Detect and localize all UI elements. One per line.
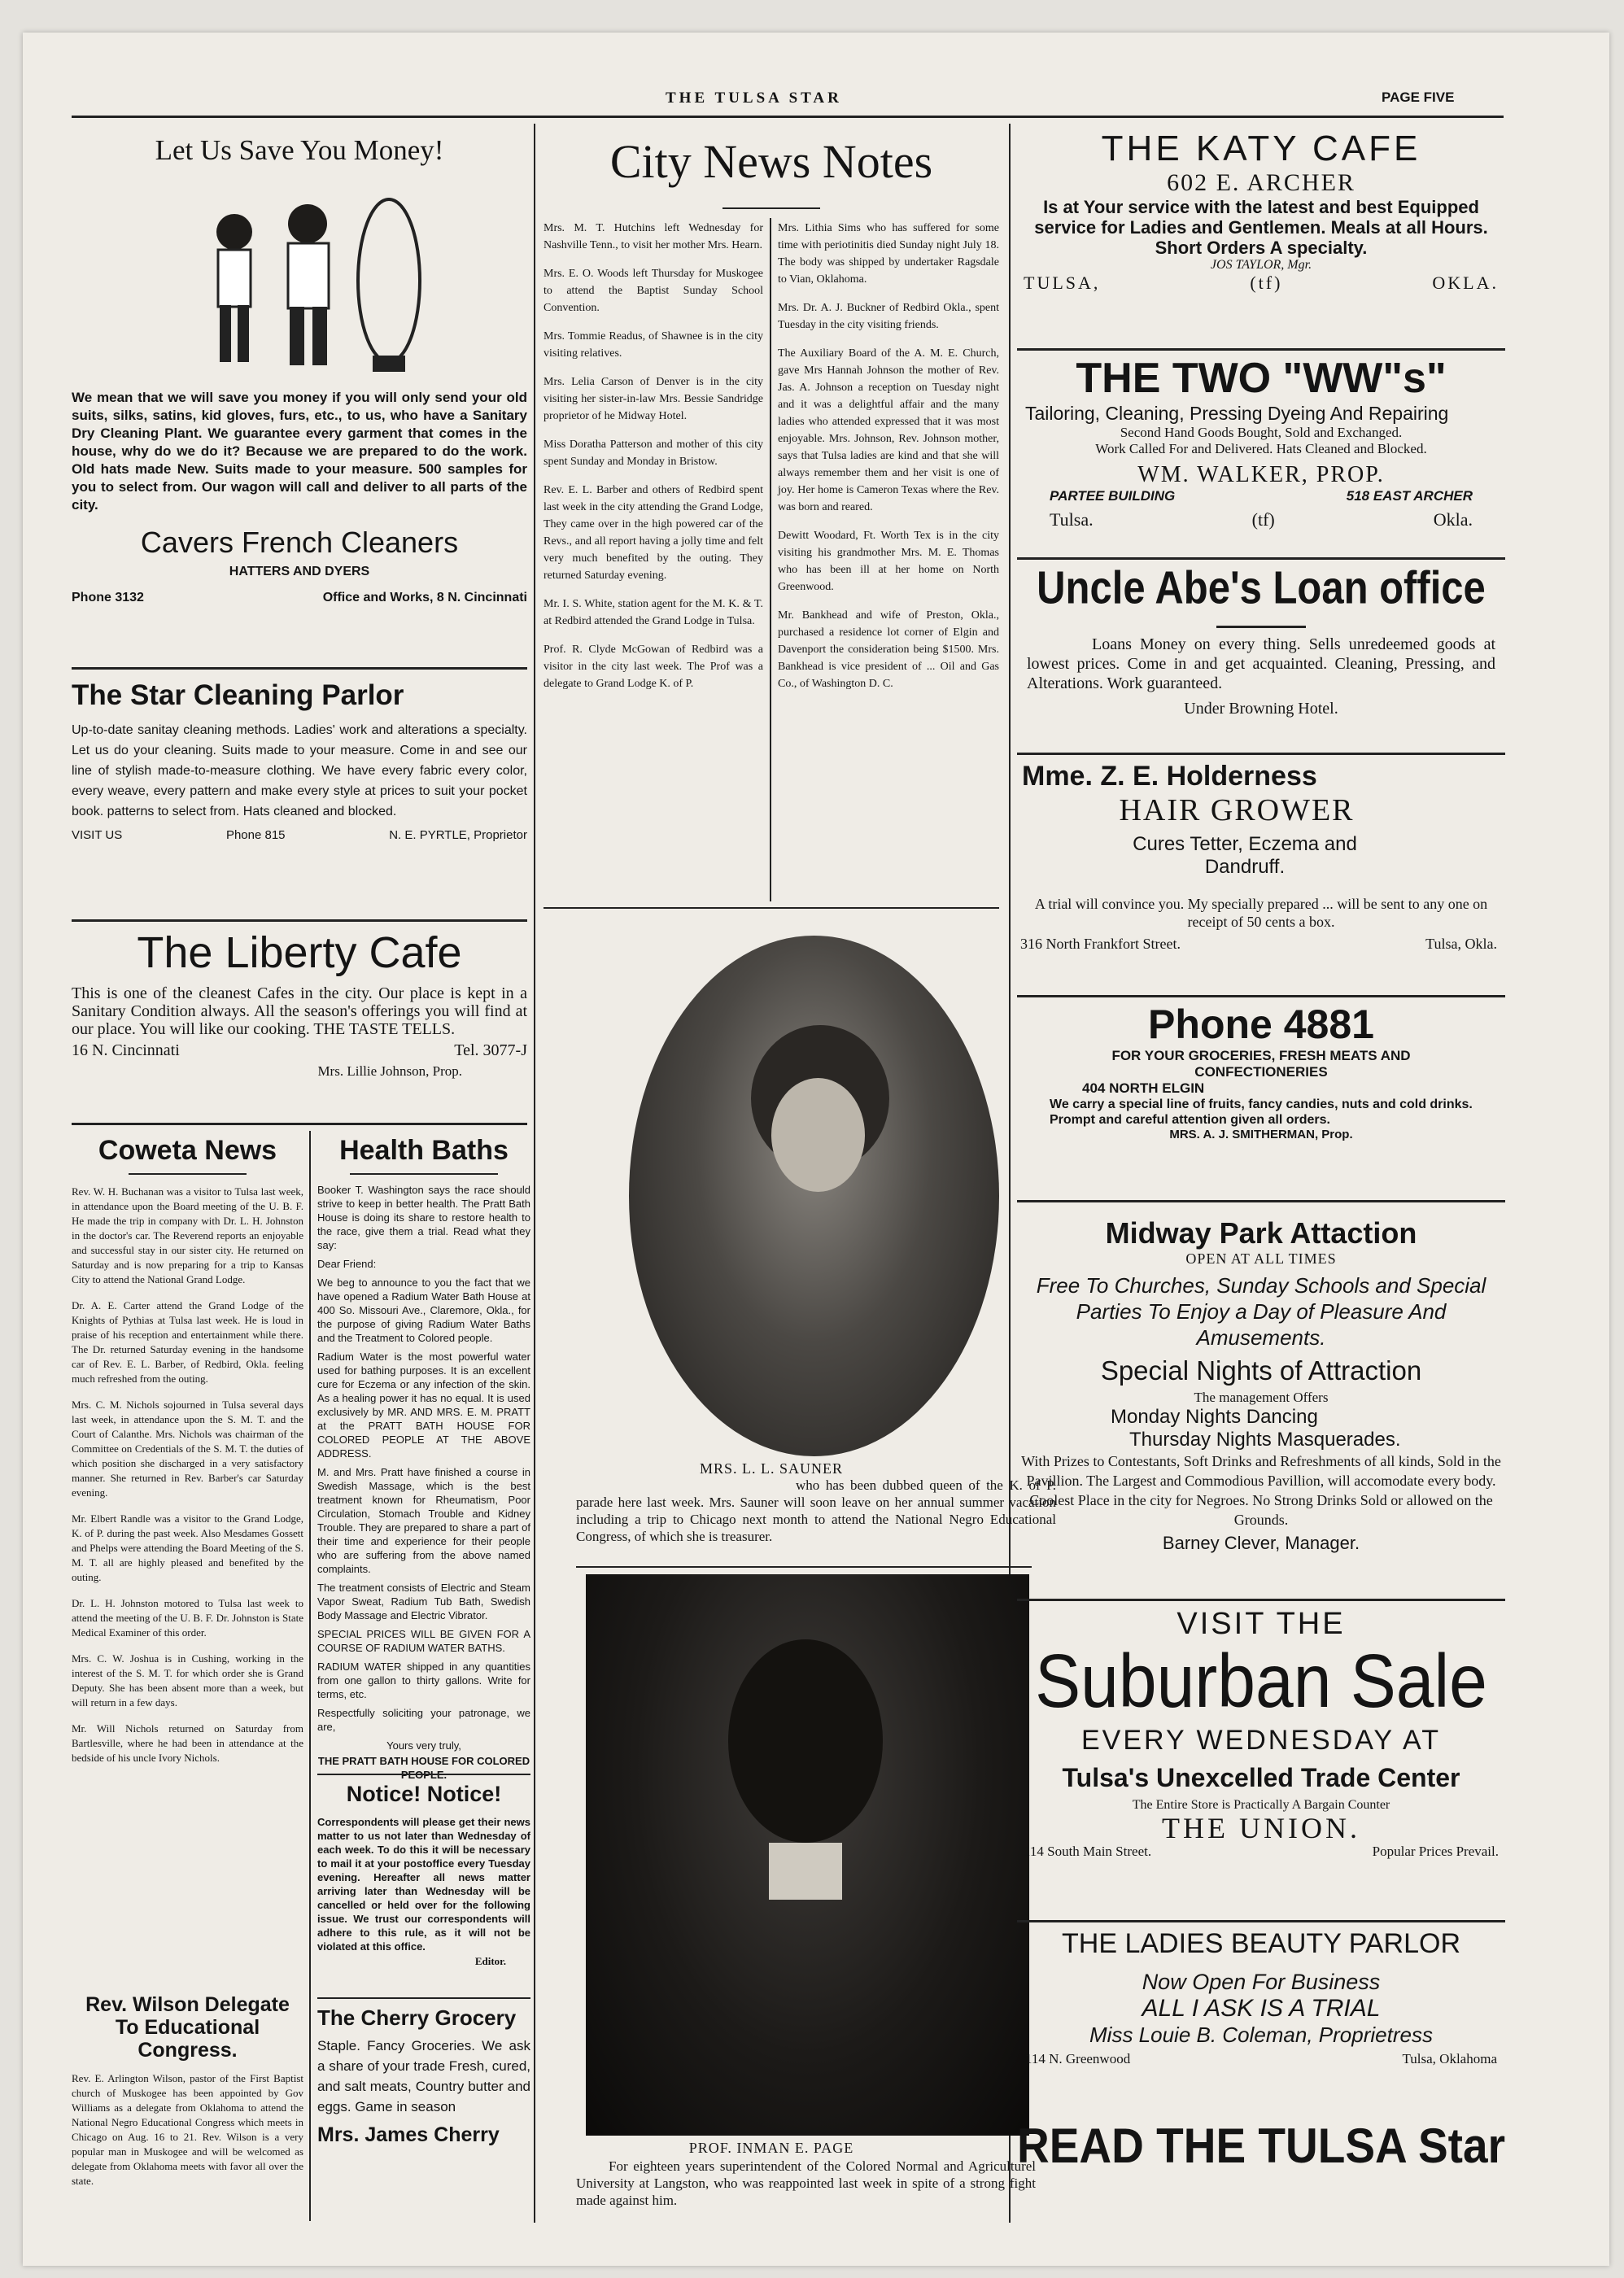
cavers-headline: Let Us Save You Money! <box>155 134 444 166</box>
midway-open: OPEN AT ALL TIMES <box>1185 1250 1337 1267</box>
midway-monday: Monday Nights Dancing <box>1111 1406 1318 1428</box>
health-paragraph: Radium Water is the most powerful water used for bathing purposes. It is an excellent cure for Eczema or any infection of the skin. As a healing power it has no equal. It is used exclusively by MR. AND MRS. E. M. PRATT at the PRATT BATH HOUSE FOR COLORED PEOPLE AT THE ABOVE ADDRESS. <box>317 1351 530 1460</box>
phone-line4: Prompt and careful attention given all orders. <box>1050 1113 1330 1127</box>
beauty-owner: Miss Louie B. Coleman, Proprietress <box>1089 2023 1433 2047</box>
wilson-body: Rev. E. Arlington Wilson, pastor of the First Baptist church of Muskogee has been appointed by Gov Williams as a delegate from Oklahoma to attend the National Negro Educational Congress which meets in Chicago on Aug. 16 to 21. Rev. Wilson is a very popular man in Muskogee and will be welcomed as delegate from Oklahoma meets with favor all over the state. <box>72 2072 303 2187</box>
holderness-line1: Cures Tetter, Eczema and <box>1133 833 1357 855</box>
notice-body: Correspondents will please get their news matter to us not later than Wednesday of each week. To do this it will be necessary to mail it at your postoffice every Tuesday evening. Hereafter all news matter arriving later than Wednesday will be cancelled or held over for the following issue. We trust our correspondents will adhere to this rule, as it will not be violated at this office. <box>317 1816 530 1953</box>
city-news-item: Mrs. Dr. A. J. Buckner of Redbird Okla., spent Tuesday in the city visiting friends. <box>778 302 999 331</box>
suburban-store: The Entire Store is Practically A Bargain Counter <box>1132 1798 1390 1812</box>
phone-line3: We carry a special line of fruits, fancy candies, nuts and cold drinks. <box>1050 1098 1473 1111</box>
cherry-body: Staple. Fancy Groceries. We ask a share of your trade Fresh, cured, and salt meats, Country butter and eggs. Game in season <box>317 2038 530 2114</box>
liberty-cafe-body: This is one of the cleanest Cafes in the city. Our place is kept in a Sanitary Condition always. All the season's offerings you will find at our place. You will like our cooking. THE TASTE TELLS. <box>72 984 527 1038</box>
city-news-item: Prof. R. Clyde McGowan of Redbird was a visitor in the city last week. The Prof was a delegate to Grand Lodge K. of P. <box>544 644 763 690</box>
cavers-office: Office and Works, 8 N. Cincinnati <box>322 591 527 604</box>
katy-title: THE KATY CAFE <box>1101 129 1421 168</box>
phone-prop: MRS. A. J. SMITHERMAN, Prop. <box>1169 1128 1353 1141</box>
cavers-illustration <box>72 175 527 378</box>
suburban-prices: Popular Prices Prevail. <box>1372 1844 1499 1859</box>
city-news-col1 <box>544 220 763 704</box>
page-text: For eighteen years superintendent of the Colored Normal and Agriculturel University at Langston, who was reappointed last week in spite of a strong fight made against him. <box>576 2158 1036 2208</box>
phone-line2: 404 NORTH ELGIN <box>1082 1080 1205 1096</box>
coweta-paragraph: Dr. L. H. Johnston motored to Tulsa last week to attend the meeting of the U. B. F. Dr. Johnston is State Medical Examiner of this order. <box>72 1597 303 1639</box>
two-ws-city: Tulsa. <box>1050 509 1094 530</box>
midway-free: Free To Churches, Sunday Schools and Special Parties To Enjoy a Day of Pleasure And Amusements. <box>1036 1273 1486 1350</box>
sauner-caption: MRS. L. L. SAUNER <box>699 1460 844 1477</box>
city-news-item: Miss Doratha Patterson and mother of this city spent Sunday and Monday in Bristow. <box>544 439 763 468</box>
holderness-title: Mme. Z. E. Holderness <box>1022 761 1317 792</box>
two-ws-line1: Second Hand Goods Bought, Sold and Exchanged. <box>1120 425 1403 440</box>
coweta-paragraph: Rev. W. H. Buchanan was a visitor to Tulsa last week, in attendance upon the Board meeting of the U. B. F. He made the trip in company with Dr. L. H. Johnston in the doctor's car. The Reverend reports an enjoyable and successful stay in our sister city. He returned on Saturday and is now preparing for a trip to Kansas City to attend the National Grand Lodge. <box>72 1185 303 1285</box>
two-ws-building: PARTEE BUILDING <box>1050 488 1176 504</box>
health-paragraph: The treatment consists of Electric and Steam Vapor Sweat, Radium Tub Bath, Swedish Body Massage and Electric Vibrator. <box>317 1582 530 1621</box>
read-tulsa-star: READ THE TULSA Star <box>1017 2117 1505 2174</box>
star-cleaning-proprietor: N. E. PYRTLE, Proprietor <box>389 828 527 842</box>
health-baths <box>317 1135 530 1793</box>
two-ws-state: Okla. <box>1433 509 1473 530</box>
katy-cafe-ad <box>1017 129 1505 294</box>
beauty-title: THE LADIES BEAUTY PARLOR <box>1062 1928 1460 1959</box>
coweta-news <box>72 1135 303 1777</box>
cavers-sub: HATTERS AND DYERS <box>229 565 370 578</box>
page-number: PAGE FIVE <box>1382 89 1455 105</box>
two-ws-title: THE TWO "WW"s" <box>1076 355 1447 402</box>
section-rule <box>72 1123 527 1125</box>
phone-4881-ad <box>1017 1001 1505 1141</box>
midway-manager: Barney Clever, Manager. <box>1162 1533 1360 1553</box>
holderness-body: A trial will convince you. My specially prepared ... will be sent to any one on receipt of 50 cents a box. <box>1034 896 1488 930</box>
suburban-title: Suburban Sale <box>1035 1639 1487 1723</box>
midway-thursday: Thursday Nights Masquerades. <box>1129 1429 1401 1451</box>
katy-address: 602 E. ARCHER <box>1167 169 1356 196</box>
liberty-cafe-ad <box>72 927 527 1080</box>
beauty-parlor-ad <box>1017 1928 1505 2067</box>
sauner-portrait <box>629 936 999 1456</box>
holderness-address: 316 North Frankfort Street. <box>1020 936 1181 952</box>
liberty-cafe-address: 16 N. Cincinnati <box>72 1041 180 1059</box>
cavers-phone: Phone 3132 <box>72 591 144 604</box>
coweta-paragraph: Mrs. C. M. Nichols sojourned in Tulsa several days last week, in attendance upon the S. M. T. and the Court of Calanthe. Mrs. Nichols was chairman of the Committee on Credentials of the S. M. T. the duties of which position she discharged in a very satisfactory manner. She returned in Rev. Barber's car Saturday evening. <box>72 1399 303 1499</box>
city-news-item: Rev. E. L. Barber and others of Redbird spent last week in the city attending the Grand Lodge, They came over in the high powered car of the Revs., and all report having a jolly time and felt very much benefited by the outing. They returned Saturday evening. <box>544 484 763 582</box>
city-news-item: Mrs. Lithia Sims who has suffered for some time with periotinitis died Sunday night July 18. The body was shipped by undertaker Ragsdale to Vian, Oklahoma. <box>778 222 999 286</box>
cherry-owner: Mrs. James Cherry <box>317 2123 500 2146</box>
city-news-item: Mr. I. S. White, station agent for the M. K. & T. at Redbird attended the Grand Lodge in Tulsa. <box>544 598 763 627</box>
column-divider <box>534 124 535 2223</box>
liberty-cafe-title: The Liberty Cafe <box>137 928 462 977</box>
section-rule <box>72 919 527 922</box>
katy-tf: (tf) <box>1250 273 1283 293</box>
city-news-item: Mrs. Lelia Carson of Denver is in the city visiting her sister-in-law Mrs. Bessie Sandridge proprietor of he Midway Hotel. <box>544 376 763 422</box>
page-portrait <box>586 1574 1029 2136</box>
city-news-item: Mr. Bankhead and wife of Preston, Okla., purchased a residence lot corner of Elgin and Davenport the consideration being $1500. Mrs. Bankhead is vice president of ... Oil and Gas Co., of Washington D. C. <box>778 609 999 690</box>
health-paragraph: Dear Friend: <box>317 1258 377 1270</box>
suburban-visit: VISIT THE <box>1177 1607 1346 1641</box>
coweta-paragraph: Dr. A. E. Carter attend the Grand Lodge of the Knights of Pythias at Tulsa last week. He is loud in praise of his reception and entertainment while there. The Dr. returned Saturday evening in the handsome car of Rev. E. L. Barber, of Redbird, Okla. feeling much refreshed from the outing. <box>72 1299 303 1385</box>
holderness-line2: Dandruff. <box>1204 856 1286 878</box>
abe-location: Under Browning Hotel. <box>1184 700 1338 718</box>
star-cleaning-phone: Phone 815 <box>225 828 286 842</box>
katy-city: TULSA, <box>1024 273 1101 293</box>
two-ws-line2: Work Called For and Delivered. Hats Cleaned and Blocked. <box>1095 441 1427 456</box>
two-ws-tf: (tf) <box>1251 509 1275 530</box>
beauty-trial: ALL I ASK IS A TRIAL <box>1142 1995 1381 2022</box>
holderness-city: Tulsa, Okla. <box>1425 936 1497 952</box>
beauty-open: Now Open For Business <box>1142 1970 1381 1994</box>
health-paragraph: Respectfully soliciting your patronage, we are, <box>317 1707 530 1733</box>
suburban-address: 114 South Main Street. <box>1024 1844 1152 1859</box>
health-title: Health Baths <box>339 1135 509 1166</box>
suburban-union: THE UNION. <box>1162 1812 1360 1844</box>
two-ws-owner: WM. WALKER, PROP. <box>1137 462 1385 487</box>
star-cleaning-visit: VISIT US <box>72 828 123 842</box>
section-rule <box>72 667 527 670</box>
phone-line1: FOR YOUR GROCERIES, FRESH MEATS AND CONFECTIONERIES <box>1111 1048 1411 1080</box>
cherry-grocery-ad <box>317 2005 530 2147</box>
cavers-ad <box>72 134 527 605</box>
holderness-sub: HAIR GROWER <box>1119 793 1355 827</box>
suburban-every: EVERY WEDNESDAY AT <box>1081 1725 1441 1756</box>
notice-title: Notice! Notice! <box>346 1782 502 1806</box>
wilson-title: Rev. Wilson Delegate To Educational Congress. <box>85 1993 290 2062</box>
liberty-cafe-tel: Tel. 3077-J <box>454 1041 527 1059</box>
midway-mgmt: The management Offers <box>1194 1390 1329 1405</box>
uncle-abe-ad <box>1017 562 1505 718</box>
two-ws-sub: Tailoring, Cleaning, Pressing Dyeing And Repairing <box>1025 403 1449 424</box>
cavers-name: Cavers French Cleaners <box>140 526 459 559</box>
cherry-title: The Cherry Grocery <box>317 2005 517 2030</box>
subcolumn-divider <box>770 218 771 901</box>
beauty-address: 114 N. Greenwood <box>1025 2051 1131 2066</box>
midway-body: With Prizes to Contestants, Soft Drinks and Refreshments of all kinds, Sold in the Pavillion. The Largest and Commodious Pavillion, will accomodate every body. Coolest Place in the city for Negroes. No Strong Drinks Sold or allowed on the Grounds. <box>1021 1453 1501 1528</box>
sauner-text: who has been dubbed queen of the K. of P. parade here last week. Mrs. Sauner will soon leave on her annual summer vacation including a trip to Chicago next month to attend the National Negro Educational Congress, of which she is treasurer. <box>576 1477 1056 1544</box>
abe-body: Loans Money on every thing. Sells unredeemed goods at lowest prices. Come in and get acquainted. Cleaning, Pressing, and Alterations. Work guaranteed. <box>1027 635 1495 692</box>
midway-title: Midway Park Attaction <box>1105 1216 1417 1250</box>
city-news-col2 <box>778 220 999 704</box>
katy-state: OKLA. <box>1432 273 1499 293</box>
coweta-title: Coweta News <box>98 1135 277 1166</box>
city-news-item: Dewitt Woodard, Ft. Worth Tex is in the city visiting his grandmother Mrs. M. E. Thomas who has been ill at her home on North Greenwood. <box>778 530 999 593</box>
katy-manager: JOS TAYLOR, Mgr. <box>1210 258 1312 272</box>
city-news-item: The Auxiliary Board of the A. M. E. Church, gave Mrs Hannah Johnson the mother of Rev. Jas. A. Johnson a reception on Tuesday night and it was a delightful affair and the many ladies who attended expressed that it was most enjoyable. Mrs. Johnson, Rev. Johnson mother, says that Tulsa ladies are kind and that she will always remember them and her visit is one of joy. Her home is Cameron Texas where the Rev. was born and reared. <box>778 347 999 513</box>
liberty-cafe-prop: Mrs. Lillie Johnson, Prop. <box>317 1063 462 1079</box>
abe-title: Uncle Abe's Loan office <box>1037 562 1486 614</box>
phone-title: Phone 4881 <box>1148 1002 1374 1047</box>
midway-park-ad <box>1017 1216 1505 1554</box>
star-cleaning-ad <box>72 679 527 842</box>
masthead-title: THE TULSA STAR <box>666 89 842 107</box>
health-paragraph: M. and Mrs. Pratt have finished a course in Swedish Massage, which is the best treatment known for Rheumatism, Poor Circulation, Stomach Trouble and Kidney Trouble. They are prepared to share a part of their time and experience for their people who are suffering from the above named complaints. <box>317 1466 530 1575</box>
two-ws-address: 518 EAST ARCHER <box>1346 488 1473 504</box>
suburban-center: Tulsa's Unexcelled Trade Center <box>1062 1763 1460 1792</box>
star-cleaning-title: The Star Cleaning Parlor <box>72 679 404 711</box>
coweta-paragraph: Mr. Will Nichols returned on Saturday from Bartlesville, where he had been in attendance at the bedside of his uncle Ivory Nichols. <box>72 1722 303 1764</box>
holderness-ad <box>1017 761 1505 953</box>
subcolumn-divider <box>309 1131 311 2221</box>
notice-editor: Editor. <box>474 1955 506 1967</box>
two-ws-ad <box>1017 354 1505 530</box>
suburban-sale-ad <box>1017 1607 1505 1860</box>
health-closing: Yours very truly, <box>386 1739 461 1752</box>
health-paragraph: Booker T. Washington says the race should strive to keep in better health. The Pratt Bath House is doing its share to restore health to the race, give them a trial. Read what they say: <box>317 1184 530 1251</box>
notice <box>317 1782 530 1970</box>
city-news-item: Mrs. M. T. Hutchins left Wednesday for Nashville Tenn., to visit her mother Mrs. Hearn. <box>544 222 763 251</box>
midway-special: Special Nights of Attraction <box>1100 1355 1422 1386</box>
coweta-paragraph: Mrs. C. W. Joshua is in Cushing, working in the interest of the S. M. T. for which order she is Grand Deputy. She has been absent more than a week, but will return in a few days. <box>72 1652 303 1708</box>
city-news-item: Mrs. E. O. Woods left Thursday for Muskogee to attend the Baptist Sunday School Convention. <box>544 268 763 314</box>
coweta-paragraph: Mr. Elbert Randle was a visitor to the Grand Lodge, K. of P. during the past week. Also Mesdames Gossett and Phelps were attending the Board Meeting of the S. M. T. all are highly pleased and benefited by the outing. <box>72 1512 303 1583</box>
masthead-rule <box>72 116 1504 118</box>
city-news-item: Mrs. Tommie Readus, of Shawnee is in the city visiting relatives. <box>544 330 763 360</box>
city-news-title: City News Notes <box>609 135 933 188</box>
health-paragraph: SPECIAL PRICES WILL BE GIVEN FOR A COURSE OF RADIUM WATER BATHS. <box>317 1628 530 1654</box>
newspaper-page <box>23 33 1609 2266</box>
star-cleaning-body: Up-to-date sanitay cleaning methods. Ladies' work and alterations a specialty. Let us do your cleaning. Suits made to your measure. Come in and see our line of stylish made-to-measure clothing. We have every fabric every color, every weave, every pattern and make every style at prices to suit your pocket book. patterns to select from. Hats cleaned and blocked. <box>72 723 527 818</box>
health-signature: THE PRATT BATH HOUSE FOR COLORED <box>317 1755 530 1767</box>
wilson-article <box>72 1993 303 2189</box>
beauty-city: Tulsa, Oklahoma <box>1402 2051 1497 2066</box>
page-caption: PROF. INMAN E. PAGE <box>688 2140 854 2156</box>
cavers-body: We mean that we will save you money if you will only send your old suits, silks, satins, kid gloves, furs, etc., to us, who have a Sanitary Dry Cleaning Plant. We guarantee every garment that comes in the house, why do we do it? Because we are prepared to do the work. Old hats made New. Suits made to your measure. 500 samples for you to select from. Our wagon will call and deliver to all parts of the city. <box>72 390 527 513</box>
health-paragraph: RADIUM WATER shipped in any quantities from one gallon to thirty gallons. Write for terms, etc. <box>317 1660 530 1700</box>
katy-body: Is at Your service with the latest and best Equipped service for Ladies and Gentlemen. Meals at all Hours. Short Orders A specialty. <box>1034 197 1488 258</box>
health-paragraph: We beg to announce to you the fact that we have opened a Radium Water Bath House at 400 So. Missouri Ave., Claremore, Okla., for the purpose of giving Radium Water Baths and the Treatment to Colored people. <box>317 1276 530 1344</box>
